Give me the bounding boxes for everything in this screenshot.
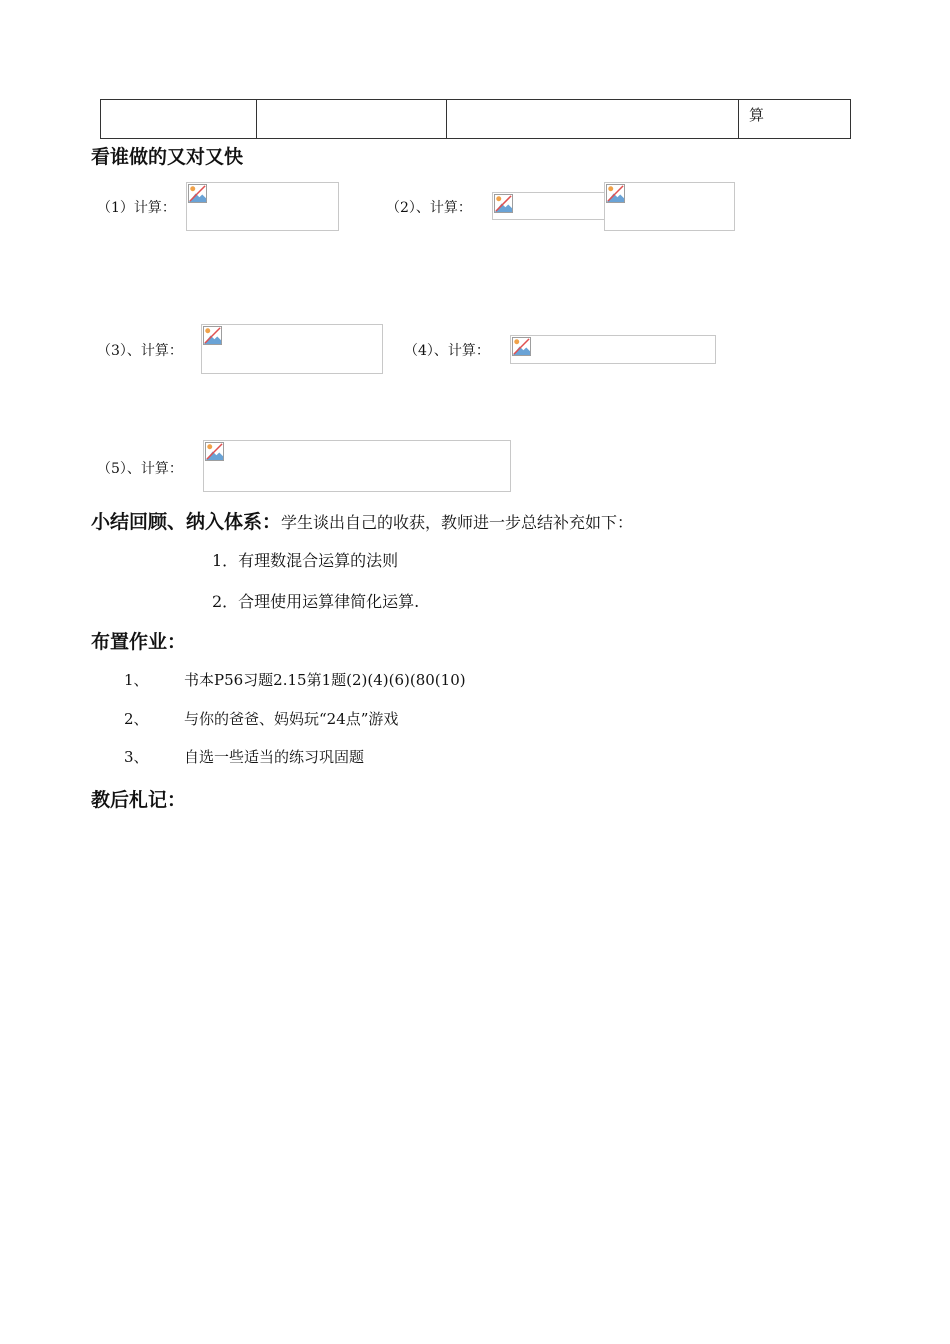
broken-image-icon [494, 194, 513, 213]
problem-2-image-a [492, 192, 606, 220]
broken-image-icon [606, 184, 625, 203]
problem-4-image [510, 335, 716, 364]
table-cell [257, 100, 447, 139]
problem-1-image [186, 182, 339, 231]
summary-item-2: 2．合理使用运算律简化运算. [212, 592, 420, 611]
problem-2-image-b [604, 182, 735, 231]
summary-heading: 小结回顾、纳入体系： [91, 511, 282, 533]
problem-3-label: （3）、计算： [97, 343, 183, 359]
broken-image-icon [203, 326, 222, 345]
table-cell [101, 100, 257, 139]
homework-item-3-number: 3、 [124, 748, 149, 766]
homework-item-1-text: 书本P56习题2.15第1题(2)(4)(6)(80(10) [184, 671, 466, 689]
table-row [101, 100, 851, 139]
homework-item-3-text: 自选一些适当的练习巩固题 [184, 748, 365, 766]
problem-1-label: （1）计算： [97, 200, 176, 216]
summary-section [91, 507, 633, 534]
homework-heading: 布置作业： [91, 631, 187, 653]
broken-image-icon [188, 184, 207, 203]
broken-image-icon [205, 442, 224, 461]
homework-item-1-number: 1、 [124, 671, 149, 689]
top-table [100, 99, 851, 139]
problem-5-label: （5）、计算： [97, 461, 183, 477]
problem-4-label: （4）、计算： [404, 343, 490, 359]
problem-3-image [201, 324, 383, 374]
table-cell: 算 [739, 100, 851, 139]
homework-item-2-number: 2、 [124, 710, 149, 728]
broken-image-icon [512, 337, 531, 356]
homework-item-2-text: 与你的爸爸、妈妈玩“24点”游戏 [184, 710, 399, 728]
summary-text: 学生谈出自己的收获，教师进一步总结补充如下： [281, 513, 634, 532]
summary-item-1: 1．有理数混合运算的法则 [212, 551, 399, 570]
table-cell [447, 100, 739, 139]
notes-heading: 教后札记： [91, 789, 187, 811]
practice-heading: 看谁做的又对又快 [91, 146, 244, 168]
problem-2-label: （2）、计算： [386, 200, 472, 216]
problem-5-image [203, 440, 511, 492]
